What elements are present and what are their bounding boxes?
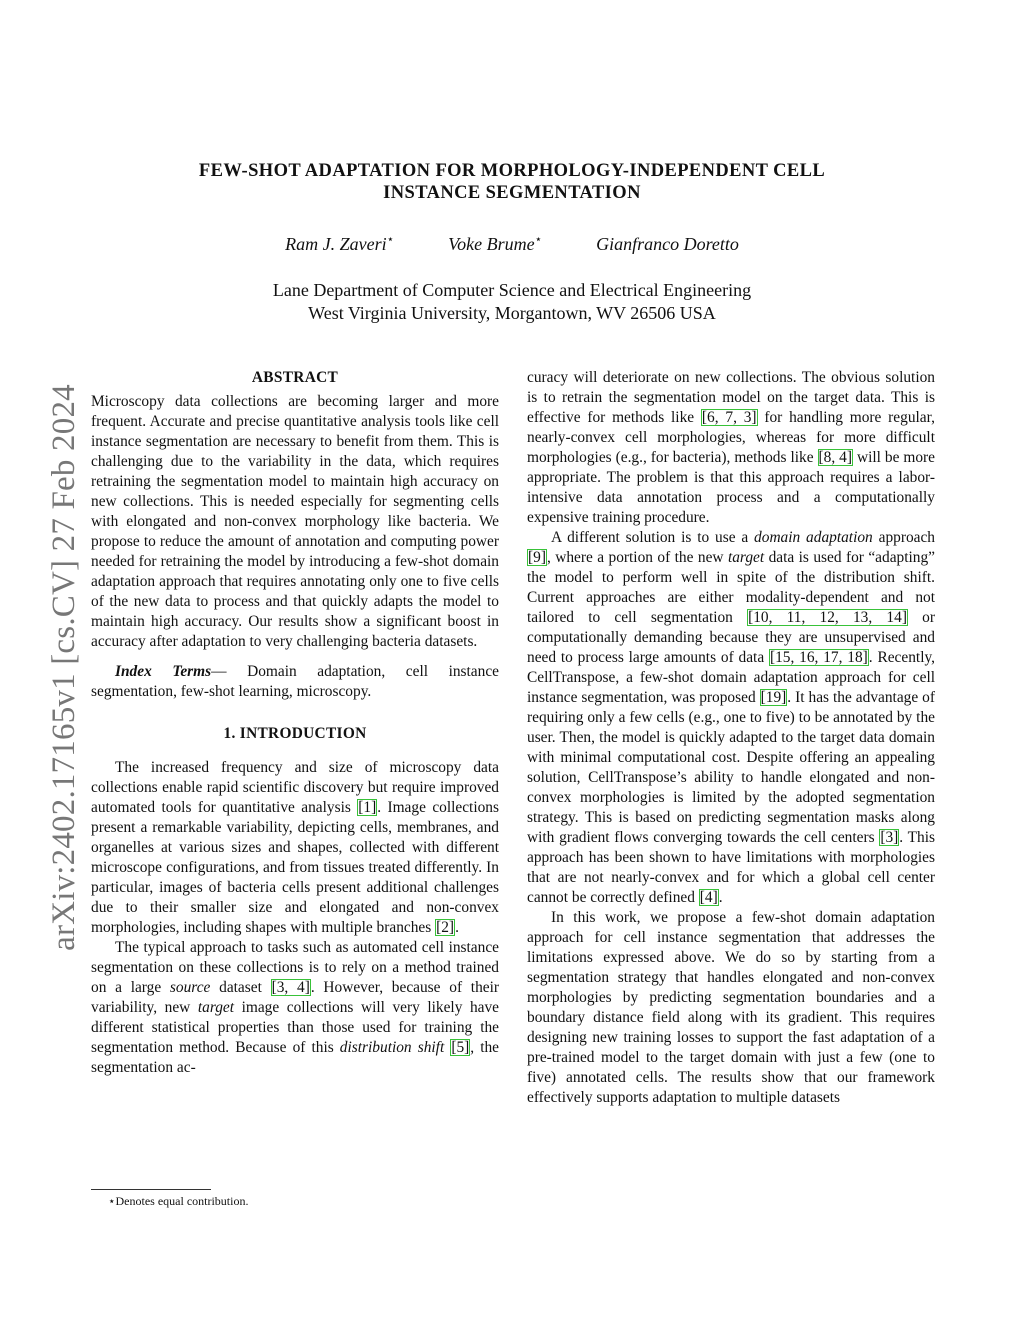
left-column	[91, 368, 499, 1078]
citation-link[interactable]: [10, 11, 12, 13, 14]	[748, 609, 907, 626]
affiliation-line-1: Lane Department of Computer Science and Electrical Engineering	[272, 280, 752, 300]
affiliation-line-2: West Virginia University, Morgantown, WV 26506 USA	[308, 303, 716, 323]
affiliation	[100, 279, 924, 325]
index-terms	[91, 662, 499, 702]
title-line-1: FEW-SHOT ADAPTATION FOR MORPHOLOGY-INDEPENDENT CELL	[198, 161, 826, 181]
author-list	[100, 232, 924, 255]
abstract-heading: ABSTRACT	[251, 369, 339, 386]
abstract-text: Microscopy data collections are becoming larger and more frequent. Accurate and precise quantitative analysis tools like cell instance segmentation are necessary to benefit from them. This is challenging due to the variability in the data, which requires retraining the segmentation model to maintain high accuracy on new collections. This is needed especially for segmenting cells with elongated and non-convex morphology like bacteria. We propose to reduce the amount of annotation and computing power needed for retraining the model by introducing a few-shot domain adaptation approach that requires annotating only one to five cells of the new data to process and that quickly adapts the model to maintain high accuracy. Our results show a significant boost in accuracy after adaptation to very challenging bacteria datasets.	[91, 393, 499, 650]
footnote-divider	[91, 1189, 211, 1190]
citation-link[interactable]: [2]	[436, 919, 455, 936]
arxiv-identifier	[40, 360, 88, 975]
intro-paragraph-5: In this work, we propose a few-shot domain adaptation approach for cell instance segmentation that addresses the limitations expressed above. We do so by starting from a segmentation strategy that handles elongated and non-convex morphologies by predicting segmentation boundaries and a boundary distance field along with its gradient. This requires designing new training losses to support the fast adaptation of a pre-trained model to the target domain with just a few (one to five) annotated cells. The results show that our framework effectively supports adaptation to multiple datasets	[527, 909, 935, 1106]
citation-link[interactable]: [19]	[760, 689, 787, 706]
introduction-heading: 1. INTRODUCTION	[223, 725, 367, 742]
intro-paragraph-2: The typical approach to tasks such as automated cell instance segmentation on these collections is to rely on a method trained on a large source dataset [3, 4]. However, because of their variability, new target image collections will very likely have different statistical properties than those used for training the segmentation method. Because of this distribution shift [5], the segmentation ac-	[91, 939, 500, 1076]
citation-link[interactable]: [1]	[358, 799, 377, 816]
author: Ram J. Zaveri⋆	[285, 232, 395, 254]
citation-link[interactable]: [3, 4]	[271, 979, 310, 996]
right-column	[527, 368, 935, 1108]
intro-paragraph-1: The increased frequency and size of microscopy data collections enable rapid scientific discovery but require improved automated tools for quantitative analysis [1]. Image collections present a remarkable variability, depicting cells, membranes, and organelles at various sizes and shapes, collected with different microscope configurations, and from tissues treated differently. In particular, images of bacteria cells present additional challenges due to their smaller size and elongated and non-convex morphologies, including shapes with multiple branches [2].	[91, 759, 499, 936]
citation-link[interactable]: [9]	[528, 549, 546, 566]
footnote: ⋆Denotes equal contribution.	[108, 1194, 249, 1208]
title-line-2: INSTANCE SEGMENTATION	[383, 183, 641, 203]
index-terms-label: Index Terms	[115, 663, 212, 680]
intro-paragraph-4: A different solution is to use a domain adaptation approach [9], where a portion of the new target data is used for “adapting” the model to perform well in spite of the distribution shift. Current approaches are either modality-dependent and not tailored to cell segmentation [10, 11, 12, 13, 14] or computationally demanding because they are unsupervised and need to process large amounts of data [15, 16, 17, 18]. Recently, CellTranspose, a few-shot domain adaptation approach for cell instance segmentation, was proposed [19]. It has the advantage of requiring only a few cells (e.g., one to five) to be annotated by the user. Then, the model is quickly adapted to the target data domain with minimal computational cost. Despite offering an appealing solution, CellTranspose’s ability to handle elongated and non-convex morphologies is limited by the adopted segmentation strategy. This is based on predicting segmentation masks along with gradient flows converging towards the cell centers [3]. This approach has been shown to have limitations with morphologies that are not nearly-convex and for which a global cell center cannot be correctly defined [4].	[527, 529, 936, 906]
citation-link[interactable]: [3]	[880, 829, 899, 846]
citation-link[interactable]: [6, 7, 3]	[701, 409, 757, 426]
intro-paragraph-3: curacy will deteriorate on new collections. The obvious solution is to retrain the segmentation model on the target data. This is effective for methods like [6, 7, 3] for handling more regular, nearly-convex cell morphologies, whereas for more difficult morphologies (e.g., for bacteria), methods like [8, 4] will be more appropriate. The problem is that this approach requires a labor-intensive data annotation process and a computationally expensive training procedure.	[527, 369, 935, 526]
citation-link[interactable]: [5]	[451, 1039, 470, 1056]
citation-link[interactable]: [8, 4]	[818, 449, 852, 466]
paper-title	[100, 160, 924, 204]
citation-link[interactable]: [4]	[699, 889, 718, 906]
author: Voke Brume⋆	[448, 232, 543, 254]
author: Gianfranco Doretto	[596, 234, 739, 254]
index-terms-text: — Domain adaptation, cell instance segmentation, few-shot learning, microscopy.	[91, 663, 499, 700]
arxiv-stamp-text: arXiv:2402.17165v1 [cs.CV] 27 Feb 2024	[45, 384, 82, 951]
citation-link[interactable]: [15, 16, 17, 18]	[769, 649, 868, 666]
